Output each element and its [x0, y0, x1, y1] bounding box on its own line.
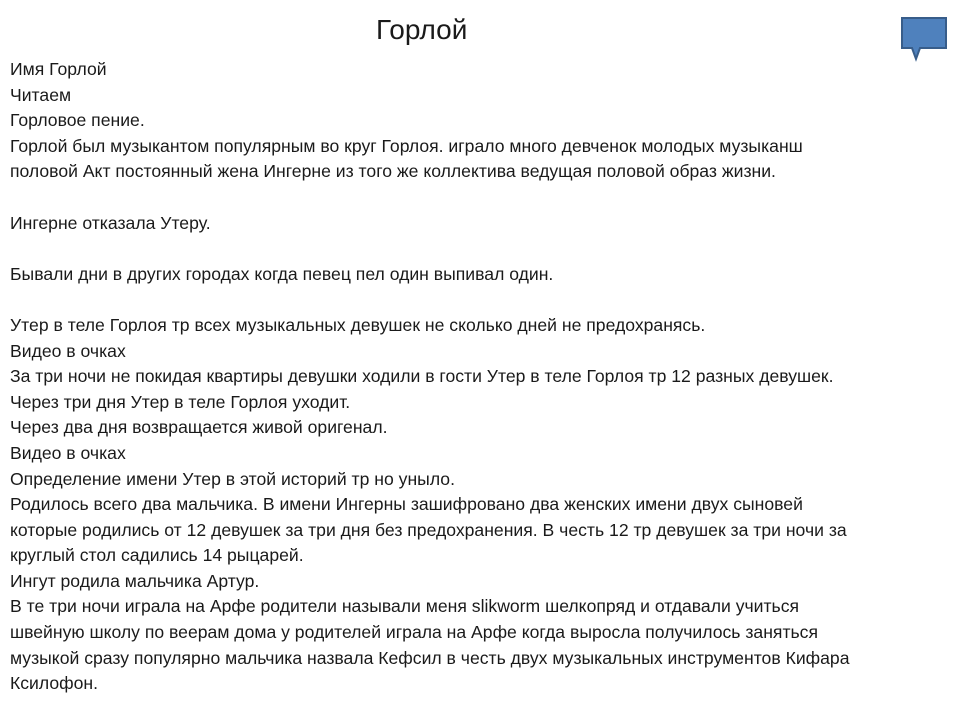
- text-line: За три ночи не покидая квартиры девушки ходили в гости Утер в теле Горлоя тр 12 разных девушек.: [10, 366, 834, 387]
- text-line: Горловое пение.: [10, 110, 145, 131]
- slide-title: Горлой: [376, 14, 468, 45]
- text-line: Читаем: [10, 84, 72, 105]
- text-line: В те три ночи играла на Арфе родители называли меня slikworm шелкопряд и отдавали учиться: [10, 596, 800, 617]
- text-line: музыкой сразу популярно мальчика назвала Кефсил в честь двух музыкальных инструментов Кифара: [10, 647, 850, 668]
- text-line: Видео в очках: [10, 340, 126, 361]
- text-line: Имя Горлой: [10, 59, 107, 79]
- text-line: Утер в теле Горлоя тр всех музыкальных девушек не сколько дней не предохранясь.: [10, 314, 706, 335]
- blank-line: [10, 185, 950, 211]
- speech-callout-shape: [900, 16, 950, 62]
- text-line: Определение имени Утер в этой историй тр но уныло.: [10, 468, 455, 489]
- blank-line: [10, 236, 950, 262]
- text-line: Ингерне отказала Утеру.: [10, 212, 211, 233]
- speech-callout-icon[interactable]: [900, 16, 950, 62]
- slide-body-text: [10, 57, 950, 697]
- text-line: круглый стол садились 14 рыцарей.: [10, 545, 304, 566]
- text-line: Через три дня Утер в теле Горлоя уходит.: [10, 391, 351, 412]
- text-line: швейную школу по веерам дома у родителей играла на Арфе когда выросла получилось заняться: [10, 622, 818, 643]
- text-line: которые родились от 12 девушек за три дня без предохранения. В честь 12 тр девушек за три ночи за: [10, 519, 847, 540]
- text-line: Ксилофон.: [10, 673, 98, 694]
- text-line: Ингут родила мальчика Артур.: [10, 570, 260, 591]
- text-line: Видео в очках: [10, 442, 126, 463]
- blank-line: [10, 287, 950, 313]
- text-line: Родилось всего два мальчика. В имени Ингерны зашифровано два женских имени двух сыновей: [10, 494, 803, 515]
- text-line: Горлой был музыкантом популярным во круг Горлоя. играло много девченок молодых музыканш: [10, 135, 803, 156]
- text-line: половой Акт постоянный жена Ингерне из того же коллектива ведущая половой образ жизни.: [10, 161, 776, 182]
- text-line: Бывали дни в других городах когда певец пел один выпивал один.: [10, 263, 554, 284]
- text-line: Через два дня возвращается живой оригенал.: [10, 417, 388, 438]
